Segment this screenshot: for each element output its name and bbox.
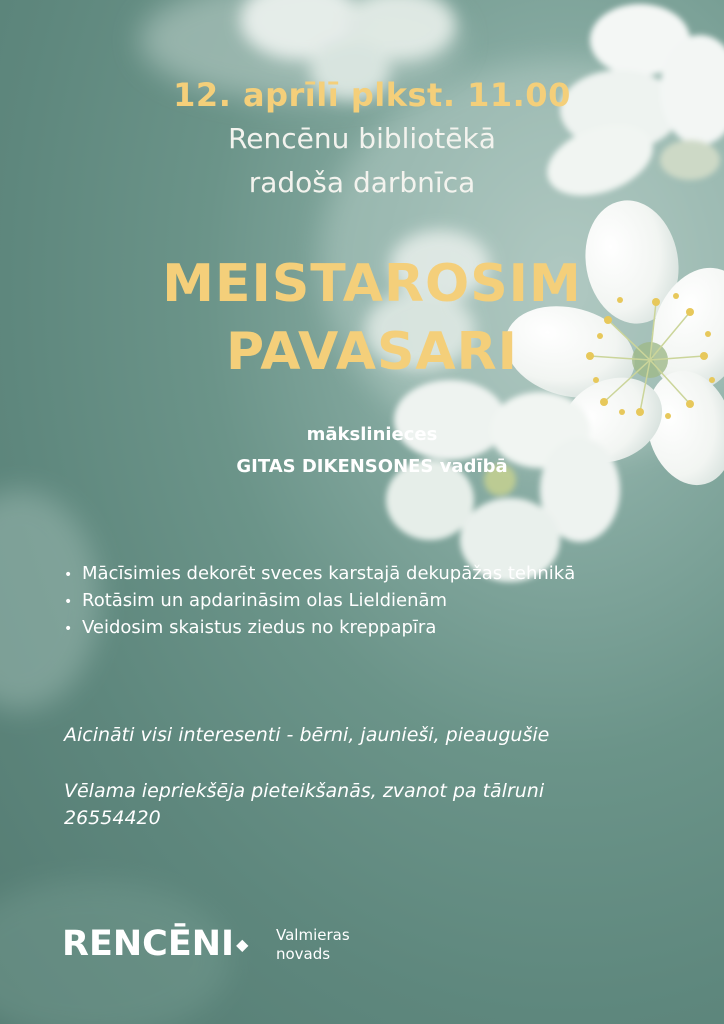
registration-text: Vēlama iepriekšēja pieteikšanās, zvanot pa tālruni bbox=[64, 780, 545, 802]
logo-dot-icon: ◆ bbox=[236, 935, 249, 954]
phone-number: 26554420 bbox=[64, 807, 161, 829]
bullet-icon: • bbox=[64, 594, 73, 610]
registration-info bbox=[64, 778, 704, 832]
bullet-icon: • bbox=[64, 567, 73, 583]
list-item bbox=[64, 560, 704, 587]
artist-name-line bbox=[0, 456, 724, 477]
invitation-text: Aicināti visi interesenti - bērni, jaunieši, pieaugušie bbox=[64, 724, 550, 746]
event-type: radoša darbnīca bbox=[248, 166, 476, 199]
region-line-2: novads bbox=[276, 945, 331, 963]
artist-suffix: vadībā bbox=[439, 456, 508, 477]
region-line-1: Valmieras bbox=[276, 926, 350, 944]
logo-wordmark: RENCĒNI bbox=[62, 924, 235, 964]
artist-title: mākslinieces bbox=[306, 424, 438, 445]
artist-name: GITAS DIKENSONES bbox=[236, 456, 434, 477]
headline-line-1: MEISTAROSIM bbox=[162, 254, 582, 314]
activities-list bbox=[64, 560, 704, 641]
event-venue: Rencēnu bibliotēkā bbox=[228, 122, 496, 155]
event-date-time: 12. aprīlī plkst. 11.00 bbox=[173, 76, 571, 114]
headline-line-2: PAVASARI bbox=[225, 322, 519, 382]
activity-text: Rotāsim un apdarināsim olas Lieldienām bbox=[82, 590, 448, 611]
rencenu-logo bbox=[62, 924, 248, 964]
bullet-icon: • bbox=[64, 621, 73, 637]
activity-text: Mācīsimies dekorēt sveces karstajā dekupāžas tehnikā bbox=[82, 563, 576, 584]
region-label bbox=[276, 926, 350, 964]
activity-text: Veidosim skaistus ziedus no kreppapīra bbox=[82, 617, 437, 638]
list-item bbox=[64, 587, 704, 614]
list-item bbox=[64, 614, 704, 641]
